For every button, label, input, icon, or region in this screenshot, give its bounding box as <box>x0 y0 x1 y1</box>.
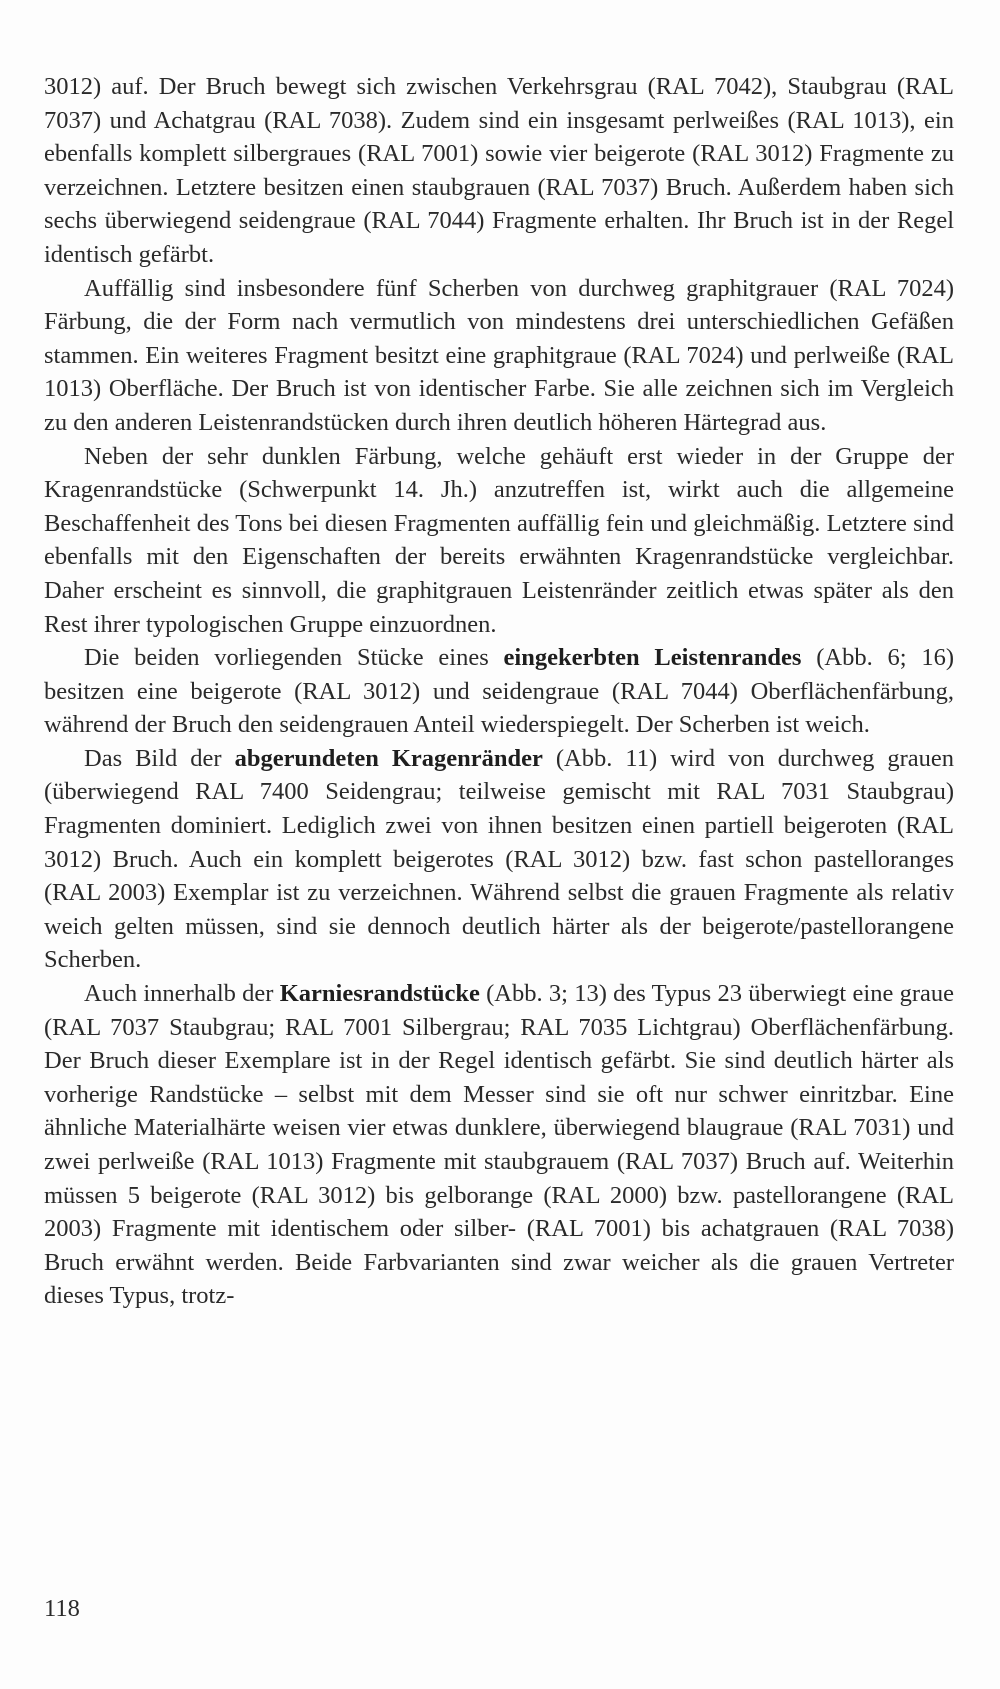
bold-term: eingekerbten Leistenrandes <box>503 644 802 672</box>
text-run: Auch innerhalb der <box>84 980 280 1008</box>
paragraph <box>44 641 954 742</box>
paragraph <box>44 440 954 642</box>
text-run: (Abb. 6; 16) besitzen eine beigerote (RAL 3012) und seidengraue (RAL 7044) Oberflächenfärbung, während der Bruch den seidengrauen Anteil wiederspiegelt. Der Scherben ist weich. <box>44 644 954 739</box>
text-run: 3012) auf. Der Bruch bewegt sich zwischen Verkehrsgrau (RAL 7042), Staubgrau (RAL 7037) und Achatgrau (RAL 7038). Zudem sind ein insgesamt perlweißes (RAL 1013), ein ebenfalls komplett silbergraues (RAL 7001) sowie vier beigerote (RAL 3012) Fragmente zu verzeichnen. Letztere besitzen einen staubgrauen (RAL 7037) Bruch. Außerdem haben sich sechs überwiegend seidengraue (RAL 7044) Fragmente erhalten. Ihr Bruch ist in der Regel identisch gefärbt. <box>44 73 954 268</box>
bold-term: Karniesrandstücke <box>279 980 480 1008</box>
text-run: Neben der sehr dunklen Färbung, welche gehäuft erst wieder in der Gruppe der Kragenrandstücke (Schwerpunkt 14. Jh.) anzutreffen ist, wirkt auch die allgemeine Beschaffenheit des Tons bei diesen Fragmenten auffällig fein und gleichmäßig. Letztere sind ebenfalls mit den Eigenschaften der bereits erwähnten Kragenrandstücke vergleichbar. Daher erscheint es sinnvoll, die graphitgrauen Leistenränder zeitlich etwas später als den Rest ihrer typologischen Gruppe einzuordnen. <box>44 442 954 638</box>
text-run: Auffällig sind insbesondere fünf Scherben von durchweg graphitgrauer (RAL 7024) Färbung, die der Form nach vermutlich von mindestens drei unterschiedlichen Gefäßen stammen. Ein weiteres Fragment besitzt eine graphitgraue (RAL 7024) und perlweiße (RAL 1013) Oberfläche. Der Bruch ist von identischer Farbe. Sie alle zeichnen sich im Vergleich zu den anderen Leistenrandstücken durch ihren deutlich höheren Härtegrad aus. <box>44 274 954 436</box>
paragraph <box>44 977 954 1313</box>
paragraph <box>44 742 954 977</box>
text-run: (Abb. 11) wird von durchweg grauen (überwiegend RAL 7400 Seidengrau; teilweise gemischt mit RAL 7031 Staubgrau) Fragmenten dominiert. Lediglich zwei von ihnen besitzen einen partiell beigeroten (RAL 3012) Bruch. Auch ein komplett beigerotes (RAL 3012) bzw. fast schon pastelloranges (RAL 2003) Exemplar ist zu verzeichnen. Während selbst die grauen Fragmente als relativ weich gelten müssen, sind sie dennoch deutlich härter als der beigerote/pastellorangene Scherben. <box>44 744 954 974</box>
text-run: (Abb. 3; 13) des Typus 23 überwiegt eine graue (RAL 7037 Staubgrau; RAL 7001 Silbergrau; RAL 7035 Lichtgrau) Oberflächenfärbung. Der Bruch dieser Exemplare ist in der Regel identisch gefärbt. Sie sind deutlich härter als vorherige Randstücke – selbst mit dem Messer sind sie oft nur schwer einritzbar. Eine ähnliche Materialhärte weisen vier etwas dunklere, überwiegend blaugraue (RAL 7031) und zwei perlweiße (RAL 1013) Fragmente mit staubgrauem (RAL 7037) Bruch auf. Weiterhin müssen 5 beigerote (RAL 3012) bis gelborange (RAL 2000) bzw. pastellorangene (RAL 2003) Fragmente mit identischem oder silber- (RAL 7001) bis achatgrauen (RAL 7038) Bruch erwähnt werden. Beide Farbvarianten sind zwar weicher als die grauen Vertreter dieses Typus, trotz- <box>44 980 955 1310</box>
body-text <box>44 70 954 1313</box>
paragraph <box>44 272 954 440</box>
paragraph <box>44 70 954 272</box>
text-run: Die beiden vorliegenden Stücke eines <box>84 644 504 672</box>
page-number: 118 <box>44 1595 80 1622</box>
text-run: Das Bild der <box>84 744 235 772</box>
bold-term: abgerundeten Kragenränder <box>234 744 543 772</box>
